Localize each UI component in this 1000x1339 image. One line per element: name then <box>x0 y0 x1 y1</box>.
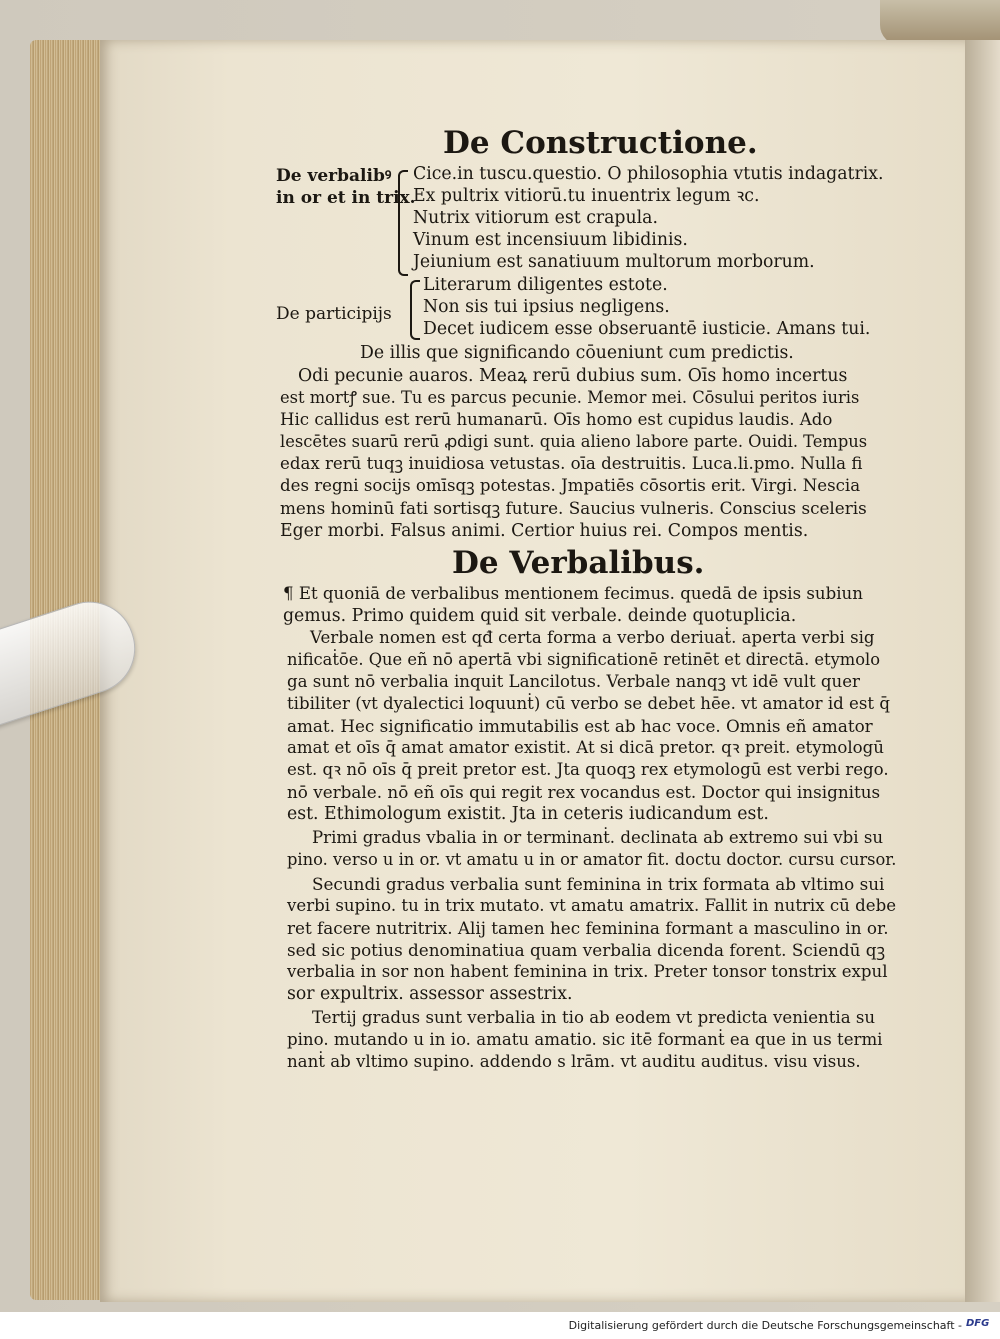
text-line: verbalia in sor non habent feminina in trix. Preter tonsor tonstrix expul <box>287 962 888 981</box>
text-line: nō verbale. nō eñ oīs qui regit rex vocandus est. Doctor qui insignitus <box>287 782 881 802</box>
footer-credit: Digitalisierung gefördert durch die Deutsche Forschungsgemeinschaft - <box>568 1319 962 1332</box>
text-line: lescētes suarū rerū ꝓdigi sunt. quia alieno labore parte. Ouidi. Tempus <box>280 432 868 451</box>
text-line: est mortꝭ sue. Tu es parcus pecunie. Memor mei. Cōsului peritos iuris <box>280 388 860 407</box>
text-line: nificaṫōe. Que eñ nō apertā vbi significationē retinēt et directā. etymolo <box>287 650 881 669</box>
text-line: Eger morbi. Falsus animi. Certior huius rei. Compos mentis. <box>280 521 809 541</box>
text-line: Decet iudicem esse obseruantē iusticie. Amans tui. <box>423 319 871 339</box>
side-label-verbalibus-1: De verbalibꝰ <box>276 166 392 186</box>
text-line: sor expultrix. assessor assestrix. <box>287 984 573 1004</box>
text-line: Tertij gradus sunt verbalia in tio ab eodem vt predicta venientia su <box>312 1008 876 1027</box>
text-line: amat. Hec significatio immutabilis est ab hac voce. Omnis eñ amator <box>287 716 873 736</box>
text-line: ga sunt nō verbalia inquit Lancilotus. Verbale nanqꝫ vt idē vult quer <box>287 672 860 691</box>
text-line: est. qꝛ nō oīs q̄ preit pretor est. Jta quoqꝫ rex etymologū est verbi rego. <box>287 760 889 779</box>
text-line: tibiliter (vt dyalectici loquunṫ) cū verbo se debet hēe. vt amator id est q̄ <box>287 694 890 713</box>
text-line: est. Ethimologum existit. Jta in ceteris iudicandum est. <box>287 804 769 824</box>
brace-participiis <box>410 280 420 340</box>
text-line: gemus. Primo quidem quid sit verbale. deinde quotuplicia. <box>283 606 797 626</box>
text-line: Verbale nomen est qđ certa forma a verbo deriuaṫ. aperta verbi sig <box>310 628 875 647</box>
text-line: amat et oīs q̄ amat amator existit. At si dicā pretor. qꝛ preit. etymologū <box>287 738 884 757</box>
book-top-edge <box>880 0 1000 45</box>
side-label-verbalibus-2: in or et in trix. <box>276 188 416 208</box>
right-page-edge <box>965 40 1000 1302</box>
text-line: ret facere nutritrix. Alij tamen hec feminina formant a masculino in or. <box>287 918 889 938</box>
text-line: Odi pecunie auaros. Meaꝝ rerū dubius sum. Oīs homo incertus <box>298 366 848 386</box>
dfg-logo: DFG <box>966 1318 990 1329</box>
heading-constructione: De Constructione. <box>443 125 758 161</box>
text-line: De illis que significando cōueniunt cum predictis. <box>360 343 794 363</box>
text-line: verbi supino. tu in trix mutato. vt amatu amatrix. Fallit in nutrix cū debe <box>287 896 897 915</box>
text-line: Primi gradus vbalia in or terminanṫ. declinata ab extremo sui vbi su <box>312 828 884 847</box>
text-line: Ex pultrix vitiorū.tu inuentrix legum ꝛc. <box>413 186 760 206</box>
text-line: pino. verso u in or. vt amatu u in or amator fit. doctu doctor. cursu cursor. <box>287 850 897 869</box>
heading-verbalibus: De Verbalibus. <box>452 545 705 581</box>
brace-verbalibus <box>398 170 408 276</box>
text-line: Cice.in tuscu.questio. O philosophia vtutis indagatrix. <box>413 164 884 184</box>
text-line: Nutrix vitiorum est crapula. <box>413 208 658 228</box>
text-line: Hic callidus est rerū humanarū. Oīs homo est cupidus laudis. Ado <box>280 410 833 429</box>
text-line: nanṫ ab vltimo supino. addendo s lrām. vt auditu auditus. visu visus. <box>287 1052 861 1071</box>
text-line: Jeiunium est sanatiuum multorum morborum. <box>413 252 815 272</box>
text-line: Literarum diligentes estote. <box>423 275 668 295</box>
text-line: mens hominū fati sortisqꝫ future. Saucius vulneris. Conscius sceleris <box>280 498 867 518</box>
text-line: edax rerū tuqꝫ inuidiosa vetustas. oīa destruitis. Luca.li.pmo. Nulla fi <box>280 454 863 473</box>
text-line: Non sis tui ipsius negligens. <box>423 297 670 317</box>
side-label-participiis: De participijs <box>276 304 392 324</box>
text-line: pino. mutando u in io. amatu amatio. sic itē formanṫ ea que in us termi <box>287 1030 883 1049</box>
text-line: sed sic potius denominatiua quam verbalia dicenda forent. Sciendū qꝫ <box>287 940 886 960</box>
text-line: Secundi gradus verbalia sunt feminina in trix formata ab vltimo sui <box>312 874 885 894</box>
text-line: des regni socijs omīsqꝫ potestas. Jmpatiēs cōsortis erit. Virgi. Nescia <box>280 476 861 495</box>
text-line: Vinum est incensiuum libidinis. <box>413 230 688 250</box>
text-line: ¶ Et quoniā de verbalibus mentionem fecimus. quedā de ipsis subiun <box>283 584 863 603</box>
